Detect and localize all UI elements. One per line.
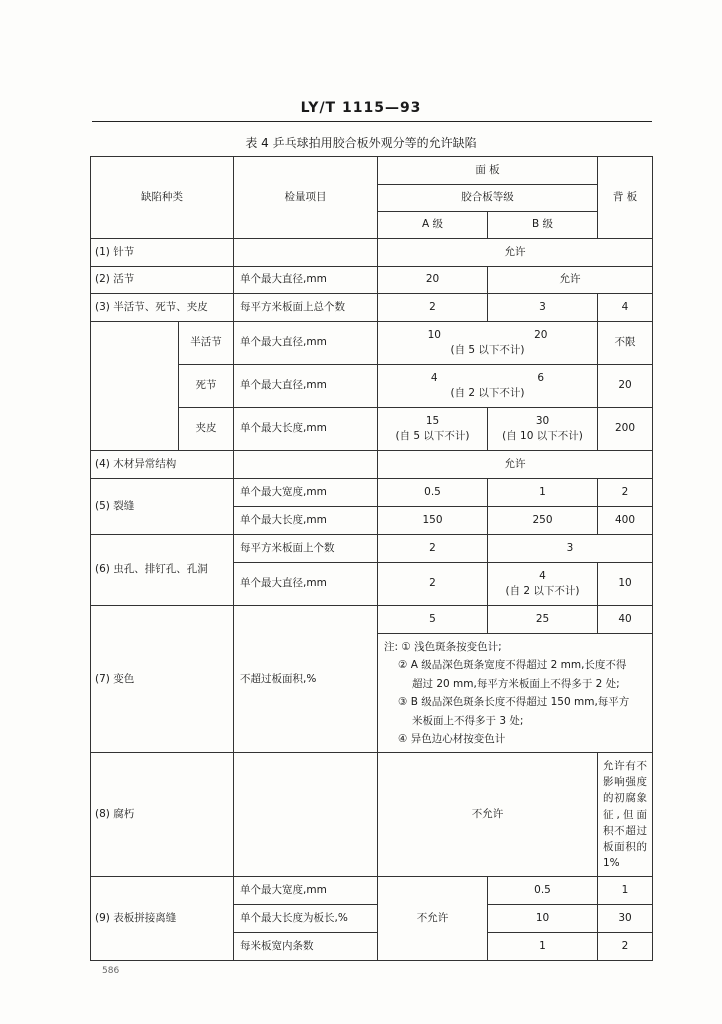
cell-value: 150 (378, 507, 488, 535)
cell-value: 25 (488, 606, 598, 634)
sub-defect: 半活节 (179, 322, 234, 365)
col-plywood-grade: 胶合板等级 (378, 185, 598, 212)
note-line: 注: ① 浅色斑条按变色计; (384, 641, 502, 653)
note-line: ③ B 级品深色斑条长度不得超过 150 mm,每平方 (398, 696, 630, 709)
cell-value: 2 (378, 563, 488, 606)
empty-cell (234, 239, 378, 267)
cell-value: 不限 (598, 322, 653, 365)
cell-value (378, 408, 488, 451)
sub-defect: 夹皮 (179, 408, 234, 451)
grade-a-value: 15 (425, 414, 440, 427)
col-grade-a: A 级 (378, 212, 488, 239)
table-row (91, 267, 653, 294)
cell-value: 1 (488, 479, 598, 507)
inspection-item: 单个最大直径,mm (234, 365, 378, 408)
note-line: ④ 异色边心材按变色计 (398, 732, 506, 745)
grade-b-value: 20 (534, 328, 548, 341)
col-defect-type: 缺陷种类 (91, 157, 234, 239)
defects-table-wrapper (90, 156, 653, 961)
defect-name: (4) 木材异常结构 (91, 451, 234, 479)
empty-cell (234, 451, 378, 479)
defect-name: (2) 活节 (91, 267, 234, 294)
note-line: 超过 20 mm,每平方米板面上不得多于 2 处; (412, 677, 620, 690)
cell-value: 2 (378, 535, 488, 563)
cell-value: 10 (598, 563, 653, 606)
sub-defect: 死节 (179, 365, 234, 408)
header-rule (92, 121, 652, 122)
cell-value: 20 (598, 365, 653, 408)
cell-value: 0.5 (378, 479, 488, 507)
defect-name: (7) 变色 (91, 606, 234, 753)
cell-value: 允许 (488, 267, 653, 294)
cell-value: 10 (488, 905, 598, 933)
cell-value: 250 (488, 507, 598, 535)
cell-value: 400 (598, 507, 653, 535)
inspection-item: 单个最大长度,mm (234, 507, 378, 535)
inspection-item: 单个最大直径,mm (234, 563, 378, 606)
cell-value: 20 (378, 267, 488, 294)
cell-value: 40 (598, 606, 653, 634)
cell-value: 2 (378, 294, 488, 322)
table-row (91, 535, 653, 563)
table-row (91, 877, 653, 905)
cell-value: 5 (378, 606, 488, 634)
table-caption: 表 4 乒乓球拍用胶合板外观分等的允许缺陷 (245, 136, 477, 150)
value-note: (自 5 以下不计) (450, 344, 525, 356)
grade-b-value: 6 (537, 371, 545, 384)
page-number: 586 (102, 966, 120, 976)
cell-value: 2 (598, 933, 653, 961)
table-row (91, 451, 653, 479)
value-note: (自 2 以下不计) (450, 387, 525, 399)
cell-value: 0.5 (488, 877, 598, 905)
cell-value: 不允许 (378, 753, 598, 877)
standard-code: LY/T 1115—93 (300, 100, 422, 116)
defect-name: (1) 针节 (91, 239, 234, 267)
cell-value: 1 (488, 933, 598, 961)
cell-value: 3 (488, 535, 653, 563)
empty-cell (91, 322, 179, 451)
cell-value: 2 (598, 479, 653, 507)
cell-value (378, 365, 598, 408)
inspection-item: 单个最大宽度,mm (234, 479, 378, 507)
defect-name: (5) 裂缝 (91, 479, 234, 535)
back-board-note: 允许有不影响强度的初腐象征,但面积不超过板面积的1% (598, 753, 653, 877)
note-line: 米板面上不得多于 3 处; (412, 714, 524, 727)
table-row (91, 606, 653, 634)
table-row (91, 239, 653, 267)
table-row (91, 322, 653, 365)
inspection-item: 单个最大直径,mm (234, 267, 378, 294)
cell-value: 200 (598, 408, 653, 451)
grade-b-value: 4 (539, 569, 546, 582)
defects-table (90, 156, 653, 961)
cell-value: 4 (598, 294, 653, 322)
cell-value (378, 322, 598, 365)
cell-value (488, 408, 598, 451)
cell-value: 不允许 (378, 877, 488, 961)
cell-value (488, 563, 598, 606)
inspection-item: 单个最大直径,mm (234, 322, 378, 365)
grade-b-value: 30 (535, 414, 550, 427)
grade-a-value: 10 (427, 328, 441, 341)
inspection-item: 单个最大长度为板长,% (234, 905, 378, 933)
defect-name: (9) 表板拼接离缝 (91, 877, 234, 961)
value-note: (自 2 以下不计) (505, 585, 580, 597)
col-face-board: 面 板 (378, 157, 598, 185)
grade-a-value: 4 (430, 371, 438, 384)
table-row (91, 294, 653, 322)
value-note: (自 10 以下不计) (502, 430, 583, 442)
cell-value: 允许 (378, 451, 653, 479)
defect-name: (6) 虫孔、排钉孔、孔洞 (91, 535, 234, 606)
cell-value: 允许 (378, 239, 653, 267)
value-note: (自 5 以下不计) (395, 430, 470, 442)
defect-name: (3) 半活节、死节、夹皮 (91, 294, 234, 322)
empty-cell (234, 753, 378, 877)
header-row (91, 157, 653, 185)
cell-value: 1 (598, 877, 653, 905)
inspection-item: 不超过板面积,% (234, 606, 378, 753)
inspection-item: 每平方米板面上个数 (234, 535, 378, 563)
inspection-item: 单个最大长度,mm (234, 408, 378, 451)
col-back-board: 背 板 (598, 157, 653, 239)
inspection-item: 单个最大宽度,mm (234, 877, 378, 905)
cell-value: 3 (488, 294, 598, 322)
col-grade-b: B 级 (488, 212, 598, 239)
table-row (91, 479, 653, 507)
col-inspection-item: 检量项目 (234, 157, 378, 239)
inspection-item: 每平方米板面上总个数 (234, 294, 378, 322)
discoloration-notes (378, 634, 653, 753)
table-row (91, 753, 653, 877)
defect-name: (8) 腐朽 (91, 753, 234, 877)
inspection-item: 每米板宽内条数 (234, 933, 378, 961)
note-line: ② A 级品深色斑条宽度不得超过 2 mm,长度不得 (398, 659, 627, 672)
cell-value: 30 (598, 905, 653, 933)
